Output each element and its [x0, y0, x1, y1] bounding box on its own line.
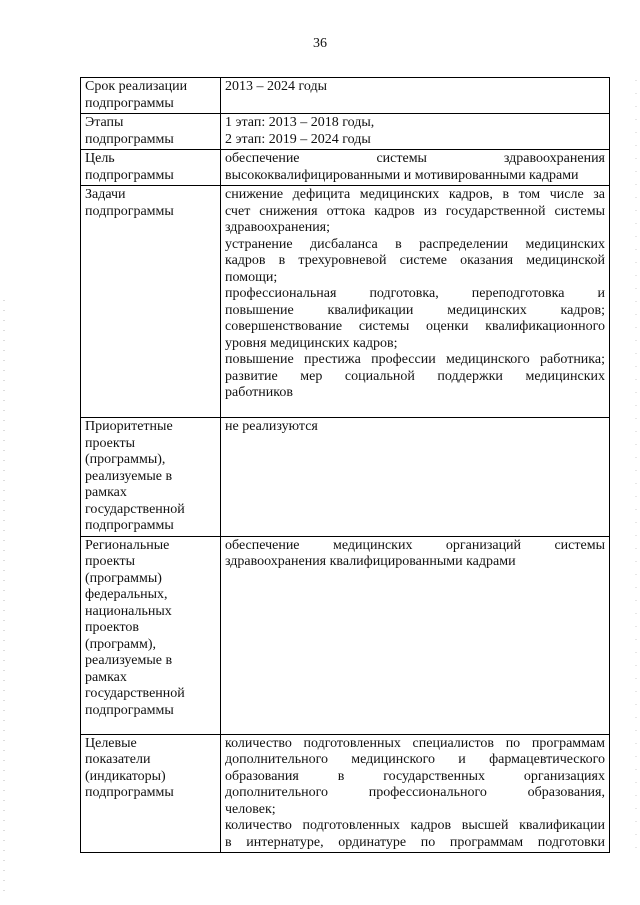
- row-value-line: высококвалифицированными и мотивированными кадрами: [225, 167, 579, 183]
- row-value-line: совершенствование системы оценки квалификационного: [225, 319, 605, 334]
- row-label-line: Целевые: [85, 735, 137, 751]
- row-label-line: проекты: [85, 554, 136, 569]
- row-label-line: (программ),: [85, 636, 156, 652]
- row-label-line: проектов: [85, 620, 140, 635]
- row-label-line: Задачи: [85, 187, 126, 202]
- row-value-line: не реализуются: [225, 419, 318, 434]
- row-value-line: 2 этап: 2019 – 2024 годы: [225, 131, 371, 147]
- passport-row-target-indicators: [81, 734, 610, 853]
- passport-row-regional-projects: [81, 536, 610, 734]
- row-value-line: повышение квалификации медицинских кадров;: [225, 302, 605, 318]
- row-label-line: подпрограммы: [85, 518, 174, 533]
- row-value-cell: [221, 734, 610, 853]
- row-label-cell: [81, 78, 221, 114]
- row-value-line: 1 этап: 2013 – 2018 годы,: [225, 115, 375, 130]
- row-label-cell: [81, 114, 221, 150]
- row-value-line: здравоохранения квалифицированными кадрами: [225, 554, 516, 569]
- row-value-cell: [221, 186, 610, 418]
- row-label-line: подпрограммы: [85, 131, 174, 147]
- passport-row-term: [81, 78, 610, 114]
- row-value-line: дополнительного профессионального образования,: [225, 785, 605, 800]
- row-label-line: подпрограммы: [85, 785, 174, 800]
- row-value-line: в интернатуре, ординатуре по программам подготовки: [225, 834, 605, 850]
- row-label-line: подпрограммы: [85, 203, 174, 219]
- row-label-line: Региональные: [85, 537, 170, 553]
- row-value-line: дополнительного медицинского и фармацевтического: [225, 752, 605, 767]
- row-value-line: обеспечение медицинских организаций системы: [225, 537, 605, 553]
- row-label-line: проекты: [85, 435, 136, 451]
- row-label-line: подпрограммы: [85, 95, 174, 111]
- row-label-line: (программы),: [85, 452, 166, 467]
- subprogram-passport-table: [80, 77, 610, 853]
- row-label-line: Срок реализации: [85, 79, 188, 94]
- row-label-line: Цель: [85, 151, 115, 166]
- row-value-line: образования в государственных организациях: [225, 768, 605, 784]
- row-value-cell: [221, 536, 610, 734]
- row-label-cell: [81, 150, 221, 186]
- row-label-line: подпрограммы: [85, 167, 174, 183]
- row-value-line: работников: [225, 385, 293, 400]
- row-label-line: реализуемые в: [85, 653, 173, 668]
- row-value-line: 2013 – 2024 годы: [225, 79, 328, 94]
- row-label-cell: [81, 186, 221, 418]
- row-label-line: государственной: [85, 501, 185, 517]
- row-label-cell: [81, 734, 221, 853]
- row-value-line: устранение дисбаланса в распределении медицинских: [225, 236, 605, 252]
- row-label-line: (программы): [85, 570, 162, 586]
- row-label-line: показатели: [85, 752, 151, 767]
- row-value-line: здравоохранения;: [225, 220, 331, 235]
- row-value-cell: [221, 150, 610, 186]
- row-value-line: человек;: [225, 801, 276, 817]
- row-value-line: счет снижения оттока кадров из государственной системы: [225, 203, 605, 219]
- row-label-line: (индикаторы): [85, 768, 166, 784]
- row-value-line: кадров в трехуровневой системе оказания медицинской: [225, 253, 605, 268]
- row-label-line: Этапы: [85, 115, 124, 130]
- row-value-line: помощи;: [225, 269, 278, 285]
- row-value-line: повышение престижа профессии медицинского работника;: [225, 352, 605, 367]
- row-value-line: количество подготовленных специалистов по программам: [225, 735, 605, 751]
- row-label-line: национальных: [85, 603, 172, 619]
- row-label-cell: [81, 418, 221, 537]
- row-label-line: рамках: [85, 485, 127, 500]
- page-number: 36: [313, 36, 327, 51]
- passport-row-stages: [81, 114, 610, 150]
- row-value-line: уровня медицинских кадров;: [225, 335, 398, 351]
- row-value-line: развитие мер социальной поддержки медицинских: [225, 368, 605, 384]
- passport-row-priority-projects: [81, 418, 610, 537]
- row-label-line: государственной: [85, 686, 185, 701]
- row-value-line: обеспечение системы здравоохранения: [225, 151, 605, 166]
- row-value-cell: [221, 418, 610, 537]
- row-value-cell: [221, 114, 610, 150]
- row-label-line: федеральных,: [85, 587, 168, 602]
- row-value-line: профессиональная подготовка, переподготовка и: [225, 286, 605, 301]
- passport-row-tasks: [81, 186, 610, 418]
- passport-row-goal: [81, 150, 610, 186]
- row-value-line: количество подготовленных кадров высшей квалификации: [225, 818, 605, 833]
- scan-edge-left: [2, 0, 6, 905]
- row-label-cell: [81, 536, 221, 734]
- row-label-line: рамках: [85, 669, 127, 685]
- row-label-line: Приоритетные: [85, 419, 173, 434]
- row-value-cell: [221, 78, 610, 114]
- row-label-line: подпрограммы: [85, 702, 174, 718]
- row-label-line: реализуемые в: [85, 468, 173, 484]
- row-value-line: снижение дефицита медицинских кадров, в том числе за: [225, 187, 605, 202]
- scan-edge-right: [634, 0, 638, 905]
